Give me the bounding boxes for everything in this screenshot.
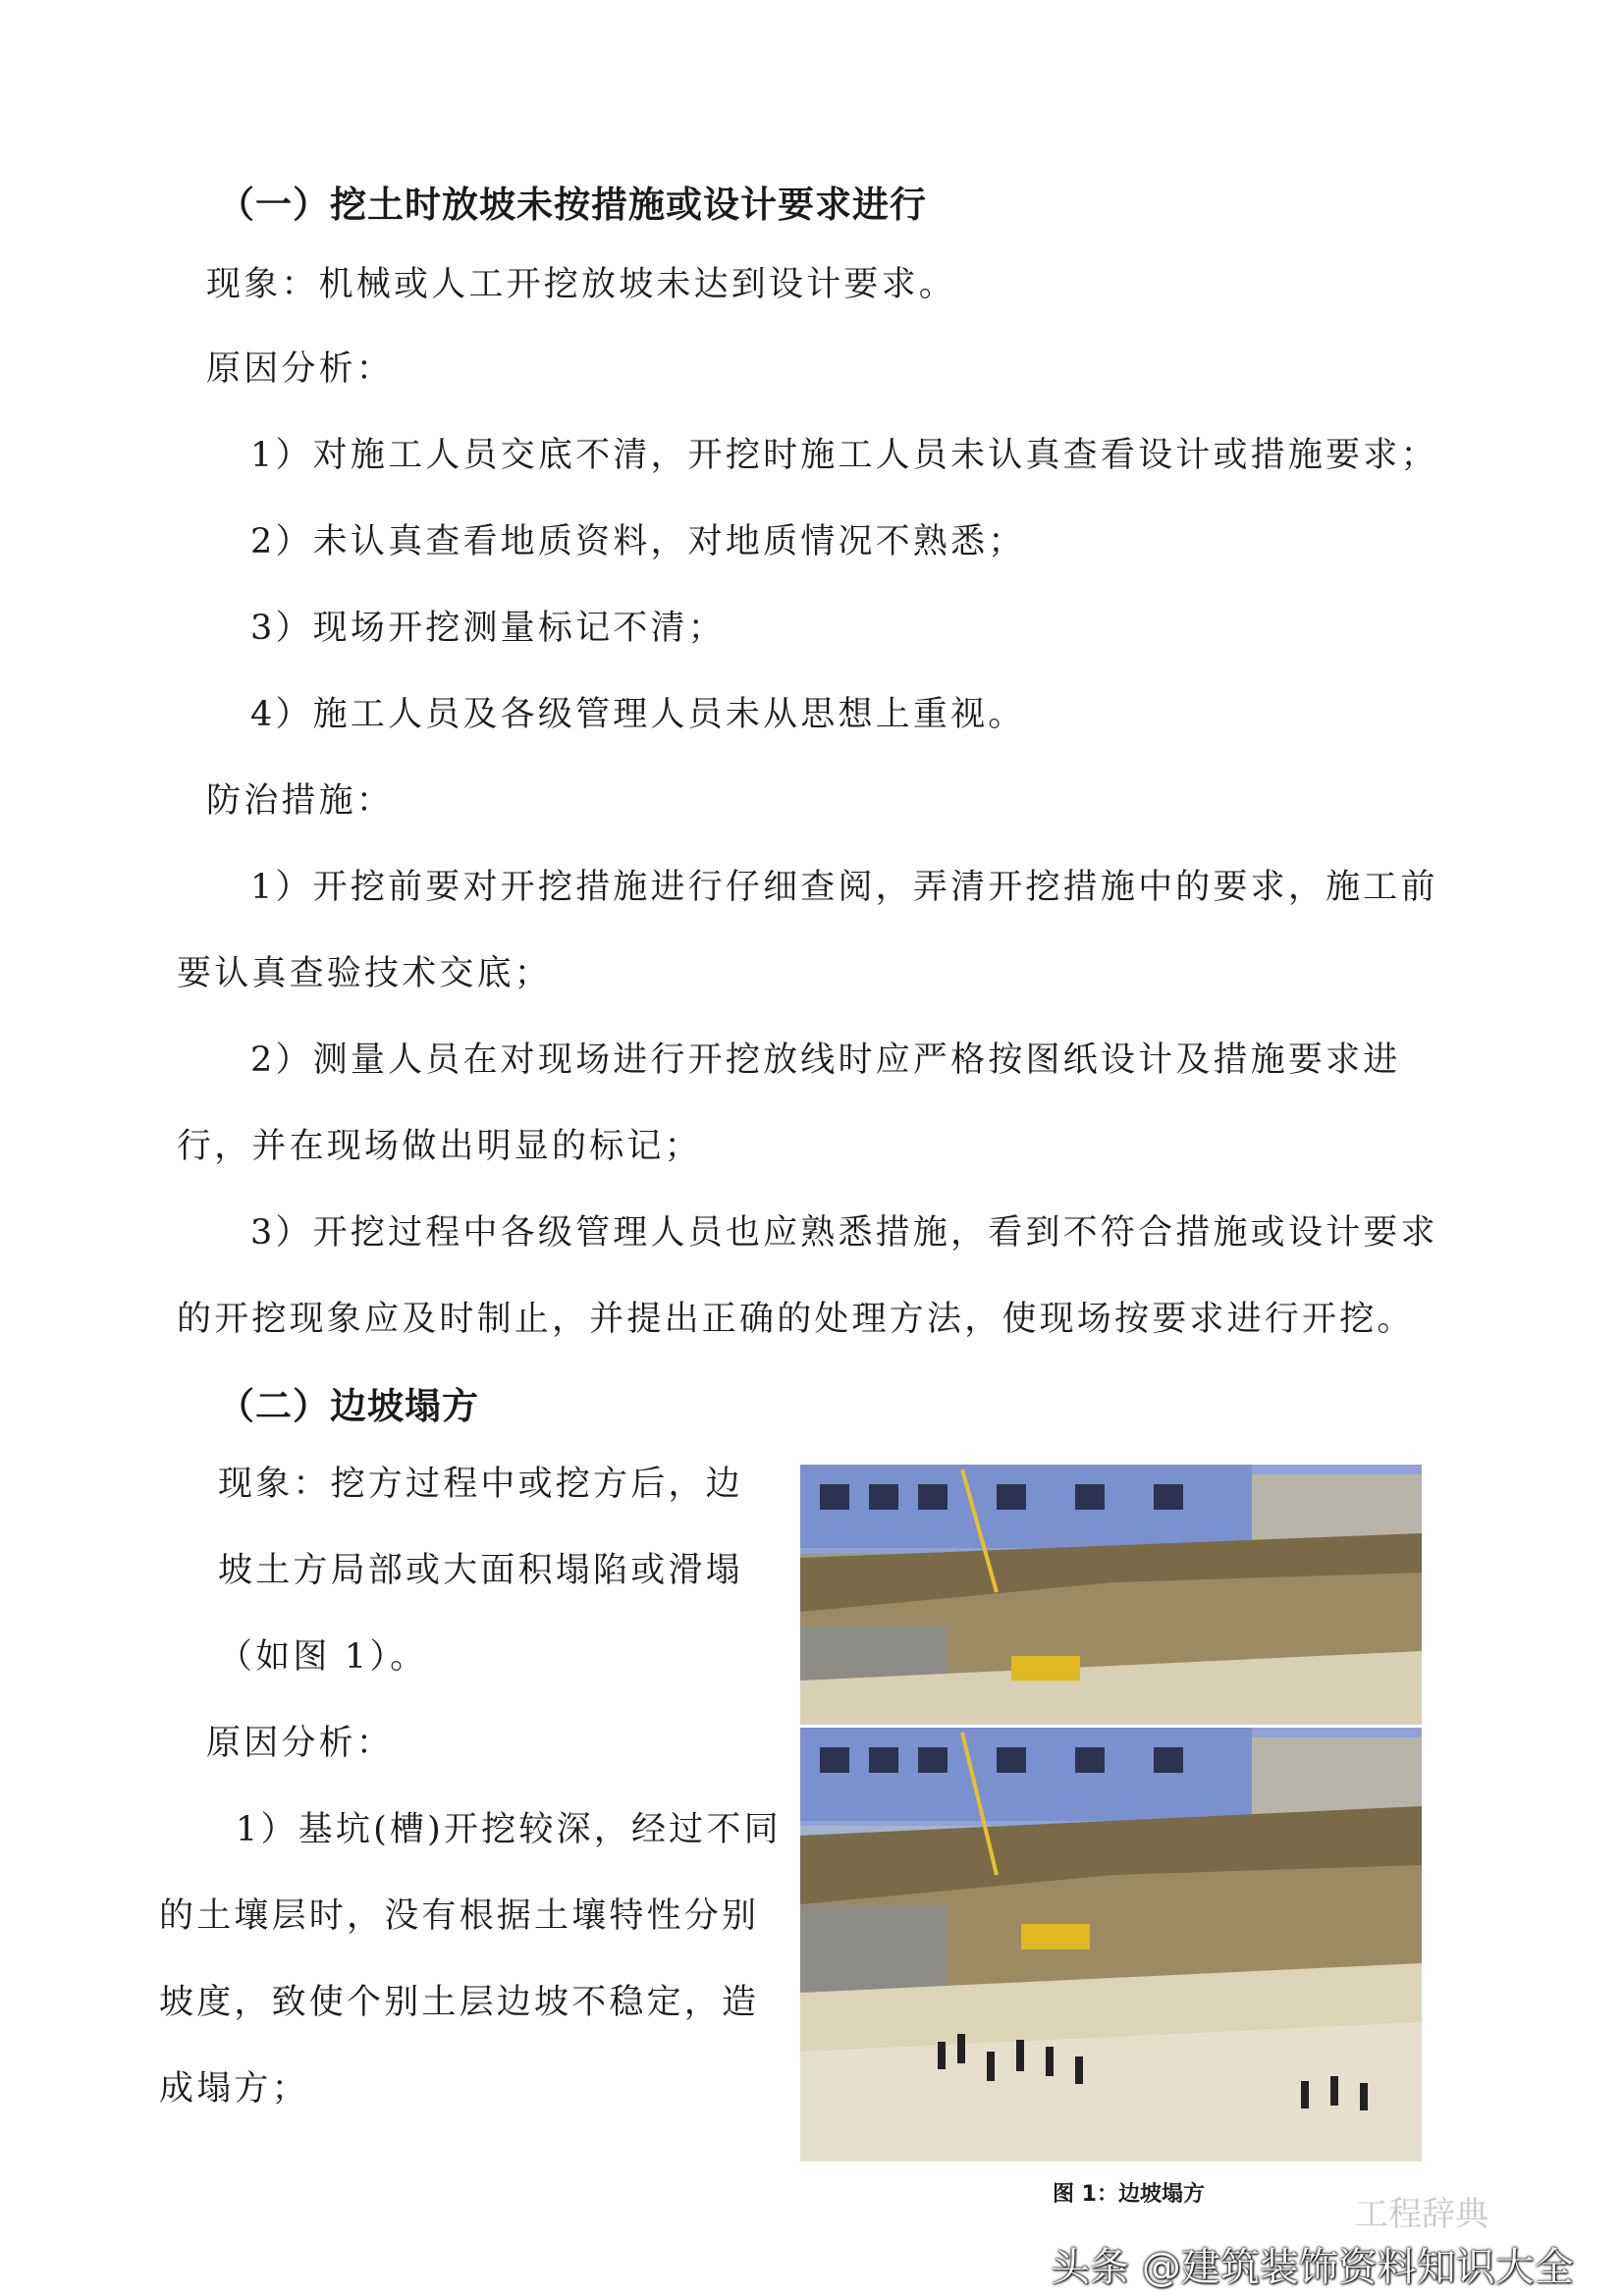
prevention-item-cont: 行，并在现场做出明显的标记；	[177, 1127, 702, 1166]
prevention-item-cont: 的开挖现象应及时制止，并提出正确的处理方法，使现场按要求进行开挖。	[177, 1300, 1415, 1339]
cause-item: 2）未认真查看地质资料，对地质情况不熟悉；	[250, 522, 1026, 561]
section2-phenomenon: 坡土方局部或大面积塌陷或滑塌	[218, 1551, 743, 1590]
prevention-item: 1）开挖前要对开挖措施进行仔细查阅，弄清开挖措施中的要求，施工前	[250, 868, 1438, 907]
toutiao-watermark: 头条 @建筑装饰资料知识大全	[1051, 2245, 1574, 2290]
wechat-watermark: 工程辞典	[1355, 2195, 1489, 2234]
collapse-photo-top	[800, 1465, 1422, 1725]
section2-cause-cont: 坡度，致使个别土层边坡不稳定，造	[159, 1983, 760, 2022]
collapse-photo-bottom	[800, 1728, 1422, 2162]
section1-heading: （一）挖土时放坡未按措施或设计要求进行	[218, 184, 927, 226]
section2-cause-cont: 成塌方；	[159, 2069, 309, 2109]
prevention-item-cont: 要认真查验技术交底；	[177, 954, 553, 993]
section1-phenomenon: 现象：机械或人工开挖放坡未达到设计要求。	[206, 265, 957, 304]
section2-heading: （二）边坡塌方	[218, 1385, 479, 1427]
section2-phenomenon: 现象：挖方过程中或挖方后，边	[218, 1465, 743, 1504]
cause-item: 1）对施工人员交底不清，开挖时施工人员未认真查看设计或措施要求；	[250, 436, 1438, 475]
cause-item: 3）现场开挖测量标记不清；	[250, 609, 726, 648]
section2-cause-cont: 的土壤层时，没有根据土壤特性分别	[159, 1896, 760, 1936]
prevention-item: 3）开挖过程中各级管理人员也应熟悉措施，看到不符合措施或设计要求	[250, 1213, 1438, 1253]
section2-cause-title: 原因分析：	[206, 1724, 395, 1763]
section2-phenomenon: （如图 1）。	[218, 1637, 428, 1677]
figure-caption: 图 1：边坡塌方	[1053, 2182, 1205, 2207]
prevention-item: 2）测量人员在对现场进行开挖放线时应严格按图纸设计及措施要求进	[250, 1041, 1401, 1080]
cause-item: 4）施工人员及各级管理人员未从思想上重视。	[250, 695, 1026, 734]
section2-cause: 1）基坑(槽)开挖较深，经过不同	[236, 1810, 782, 1849]
section1-prevention-title: 防治措施：	[206, 781, 395, 821]
section1-cause-title: 原因分析：	[206, 349, 395, 389]
